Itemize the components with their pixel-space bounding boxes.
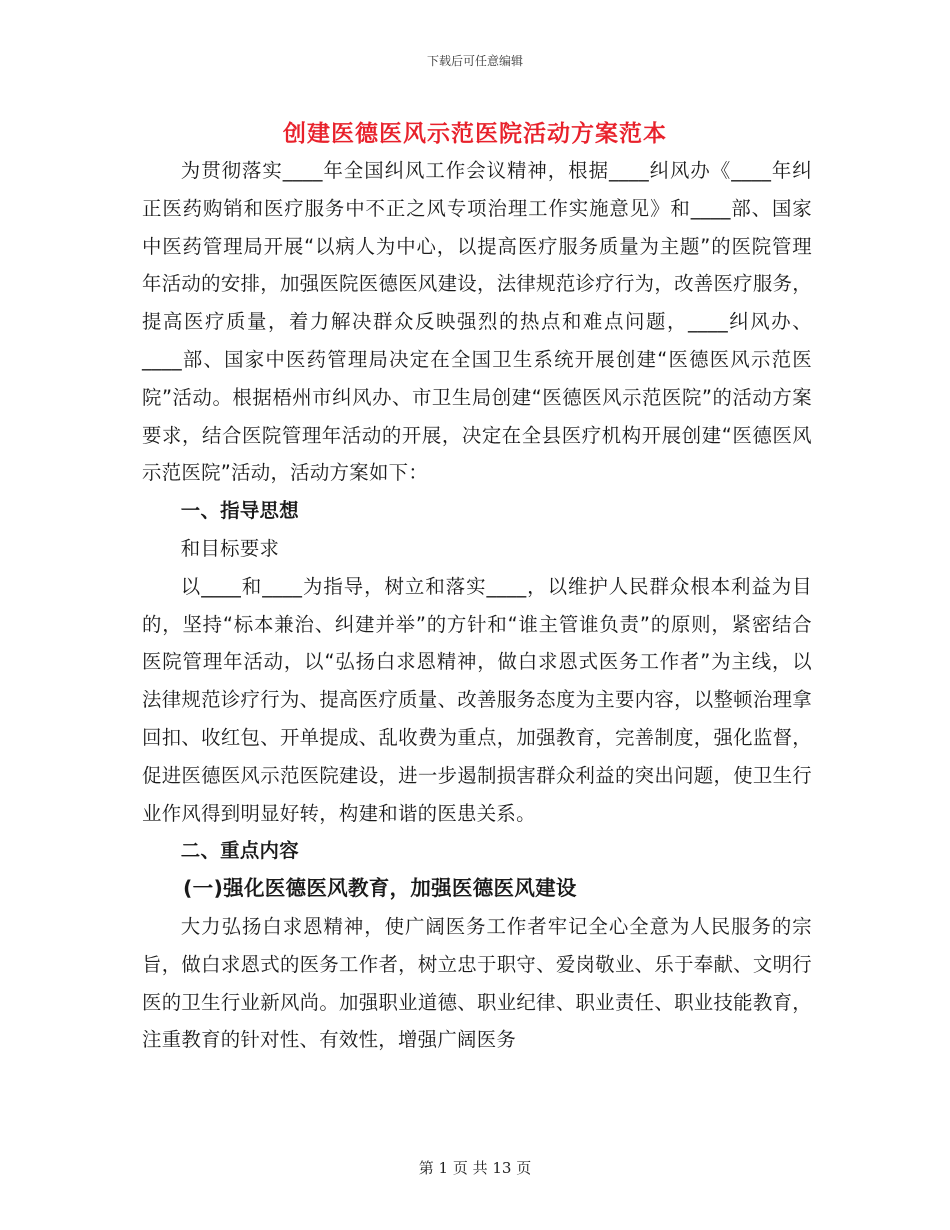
section-2-subheading: (一)强化医德医风教育，加强医德医风建设 xyxy=(183,876,577,901)
section-1-subtitle: 和目标要求 xyxy=(180,536,280,560)
section-1-paragraph: 以____和____为指导，树立和落实____，以维护人民群众根本利益为目的，坚持“标本兼治、纠建并举”的方针和“谁主管谁负责”的原则，紧密结合医院管理年活动，以“弘扬白求恩精神，做白求恩式医务工作者”为主线，以法律规范诊疗行为、提高医疗质量、改善服务态度为主要内容，以整顿治理拿回扣、收红包、开单提成、乱收费为重点，加强教育，完善制度，强化监督，促进医德医风示范医院建设，进一步遏制损害群众利益的突出问题，使卫生行业作风得到明显好转，构建和谐的医患关系。 xyxy=(142,574,812,825)
page-number: 第 1 页 共 13 页 xyxy=(418,1159,532,1177)
section-2-heading: 二、重点内容 xyxy=(180,839,299,863)
document-body xyxy=(142,152,812,1059)
intro-paragraph: 为贯彻落实____年全国纠风工作会议精神，根据____纠风办《____年纠正医药购销和医疗服务中不正之风专项治理工作实施意见》和____部、国家中医药管理局开展“以病人为中心，以提高医疗服务质量为主题”的医院管理年活动的安排，加强医院医德医风建设，法律规范诊疗行为，改善医疗服务，提高医疗质量，着力解决群众反映强烈的热点和难点问题，____纠风办、____部、国家中医药管理局决定在全国卫生系统开展创建“医德医风示范医院”活动。根据梧州市纠风办、市卫生局创建“医德医风示范医院”的活动方案要求，结合医院管理年活动的开展，决定在全县医疗机构开展创建“医德医风示范医院”活动，活动方案如下： xyxy=(142,159,812,485)
section-1-heading: 一、指导思想 xyxy=(180,499,299,523)
header-note: 下载后可任意编辑 xyxy=(426,54,523,68)
section-2-paragraph: 大力弘扬白求恩精神，使广阔医务工作者牢记全心全意为人民服务的宗旨，做白求恩式的医务工作者，树立忠于职守、爱岗敬业、乐于奉献、文明行医的卫生行业新风尚。加强职业道德、职业纪律、职业责任、职业技能教育，注重教育的针对性、有效性，增强广阔医务 xyxy=(142,914,812,1052)
document-title: 创建医德医风示范医院活动方案范本 xyxy=(283,121,667,147)
